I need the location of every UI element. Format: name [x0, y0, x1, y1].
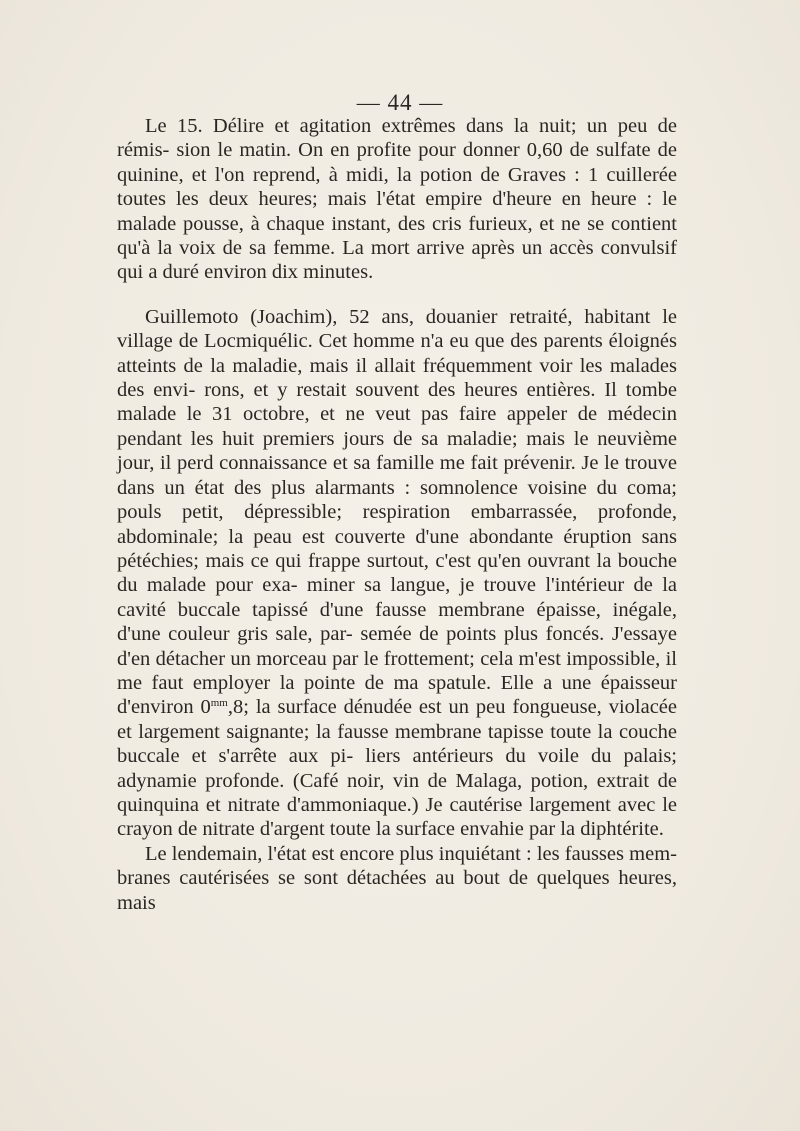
paragraph-case-guillemoto — [117, 305, 677, 842]
case-text-before-measure: Guillemoto (Joachim), 52 ans, douanier retraité, habitant le village de Locmiquélic. Cet homme n'a eu que des parents éloignés atteints de la maladie, mais il allait fréquemment voir les malades des envi- rons, et y restait souvent des heures entières. Il tombe malade le 31 octobre, et ne veut pas faire appeler de médecin pendant les huit premiers jours de sa maladie; mais le neuvième jour, il perd connaissance et sa famille me fait prévenir. Je le trouve dans un état des plus alarmants : somnolence voisine du coma; pouls petit, dépressible; respiration embarrassée, profonde, abdominale; la peau est couverte d'une abondante éruption sans pétéchies; mais ce qui frappe surtout, c'est qu'en ouvrant la bouche du malade pour exa- miner sa langue, je trouve l'intérieur de la cavité buccale tapissé d'une fausse membrane épaisse, inégale, d'une couleur gris sale, par- semée de points plus foncés. J'essaye d'en détacher un morceau par le frottement; cela m'est impossible, il me faut employer la pointe de ma spatule. Elle a une épaisseur d'environ 0 — [117, 305, 677, 719]
body-text — [117, 114, 677, 915]
unit-superscript: mm — [210, 697, 228, 710]
paragraph-delirium-day-15: Le 15. Délire et agitation extrêmes dans la nuit; un peu de rémis- sion le matin. On en profite pour donner 0,60 de sulfate de quinine, et l'on reprend, à midi, la potion de Graves : 1 cuillerée toutes les deux heures; mais l'état empire d'heure en heure : le malade pousse, à chaque instant, des cris furieux, et ne se contient qu'à la voix de sa femme. La mort arrive après un accès convulsif qui a duré environ dix minutes. — [117, 115, 677, 284]
paragraph-next-day: Le lendemain, l'état est encore plus inquiétant : les fausses mem- branes cautérisées se sont détachées au bout de quelques heures, mais — [117, 842, 677, 914]
page-number: — 44 — — [356, 90, 444, 115]
paragraph-gap — [117, 285, 677, 305]
case-text-after-measure: ,8; la surface dénudée est un peu fongueuse, violacée et largement saignante; la fausse membrane tapisse toute la couche buccale et s'arrête aux pi- liers antérieurs du voile du palais; adynamie profonde. (Café noir, vin de Malaga, potion, extrait de quinquina et nitrate d'ammoniaque.) Je cautérise largement avec le crayon de nitrate d'argent toute la surface envahie par la diphtérite. — [117, 696, 677, 841]
